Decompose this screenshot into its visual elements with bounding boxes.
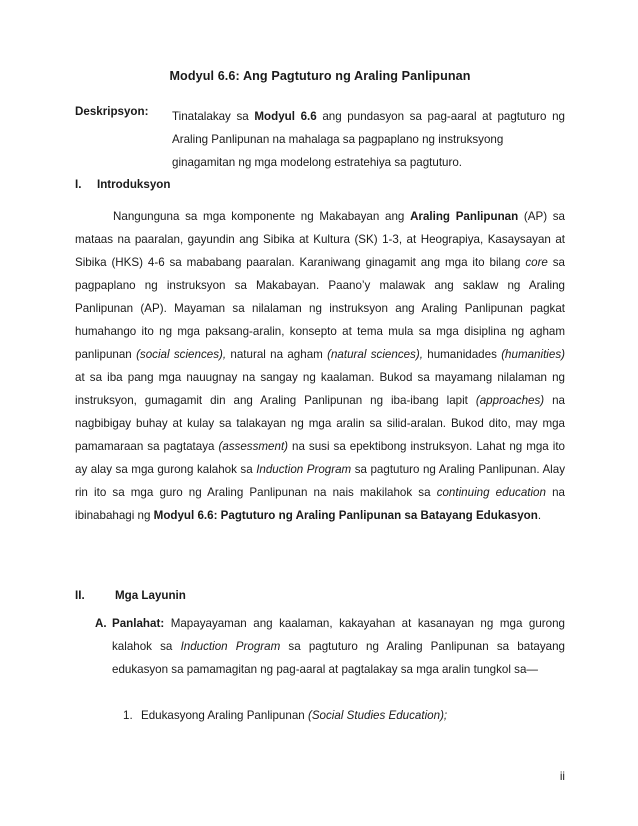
objective-a-body (112, 612, 565, 681)
objective-a-label: Panlahat: (112, 617, 165, 630)
description-line1-b: ang pundasyon sa pag-aaral at pagtuturo (316, 110, 547, 123)
list-item-text-main: Edukasyong Araling Panlipunan (141, 709, 308, 722)
section-two-number: II. (75, 589, 85, 602)
page-number: ii (559, 770, 565, 783)
objective-item-a (95, 612, 565, 681)
intro-italic-induction-program: Induction Program (256, 463, 352, 476)
intro-italic-core: core (525, 256, 548, 269)
description-body (172, 105, 565, 174)
intro-seg-7: na nagbibigay buhay at kulay sa talakayan ng mga aralin sa silid-aralan. Bukod dito, may mga pamamaraan sa pagtataya (75, 394, 565, 453)
page-title: Modyul 6.6: Ang Pagtuturo ng Araling Panlipunan (169, 69, 471, 83)
description-line1-a: Tinatalakay sa (172, 110, 255, 123)
description-label: Deskripsyon: (75, 105, 149, 118)
intro-seg-1: Nangunguna sa mga komponente ng Makabayan ang (113, 210, 411, 223)
objective-a-seg-1: Mapayayaman ang kaalaman, kakayahan at kasanayan ng mga gurong kalahok sa (112, 617, 565, 653)
objective-a-italic-induction-program: Induction Program (180, 640, 281, 653)
intro-italic-assessment: (assessment) (218, 440, 289, 453)
intro-seg-3: sa pagpaplano ng instruksyon sa Makabayan. Paano’y malawak ang saklaw ng Araling Panlipunan (AP). Mayaman sa nilalaman ng instruksyon ang Araling Panlipunan pagkat humahango ito ng mga paksang-aralin, konsepto at tema mula sa mga disiplina ng agham panlipunan (75, 256, 566, 361)
section-heading-mga-layunin (75, 589, 186, 602)
section-two-title: Mga Layunin (115, 589, 186, 602)
intro-seg-2: (AP) sa mataas na paaralan, gayundin ang Sibika at Kultura (SK) 1-3, at Heograpiya, Kasaysayan at Sibika (HKS) 4-6 sa mababang paaralan. Karaniwang ginagamit ang mga ito bilang (75, 210, 566, 269)
intro-seg-4: natural na agham (226, 348, 328, 361)
list-item (123, 704, 565, 727)
objective-a-marker: A. (95, 617, 107, 630)
intro-seg-10: na ibinabahagi ng (75, 486, 565, 522)
intro-italic-continuing-education: continuing education (436, 486, 546, 499)
intro-seg-6: at sa iba pang mga nauugnay na sangay ng kaalaman. Bukod sa mayamang nilalaman ng instruksyon, gumagamit din ang Araling Panlipunan ng iba-ibang lapit (75, 371, 565, 407)
intro-italic-approaches: (approaches) (475, 394, 545, 407)
description-line3: ginagamitan ng mga modelong estratehiya sa pagtuturo. (172, 156, 463, 169)
section-heading-introduksyon (75, 178, 170, 191)
section-one-number: I. (75, 178, 82, 191)
intro-bold-module-title: Modyul 6.6: Pagtuturo ng Araling Panlipunan sa Batayang Edukasyon (153, 509, 538, 522)
list-item-text (141, 704, 565, 727)
description-line2: ng Araling Panlipunan na mahalaga sa pagpaplano ng instruksyong (172, 110, 565, 146)
section-one-title: Introduksyon (97, 178, 171, 191)
list-item-marker: 1. (123, 709, 133, 722)
description-line1-bold: Modyul 6.6 (254, 110, 317, 123)
intro-italic-social-sciences: (social sciences), (136, 348, 227, 361)
introduction-paragraph (75, 205, 565, 527)
intro-seg-9: sa pagtuturo ng Araling Panlipunan. Alay rin ito sa mga guro ng Araling Panlipunan na nais makilahok sa (75, 463, 566, 499)
intro-italic-humanities: (humanities) (501, 348, 565, 361)
intro-seg-8: na susi sa epektibong instruksyon. Lahat ng mga ito ay alay sa mga gurong kalahok sa (75, 440, 565, 476)
intro-seg-5: humanidades (422, 348, 502, 361)
intro-bold-1: Araling Panlipunan (410, 210, 519, 223)
objective-a-seg-2: sa pagtuturo ng Araling Panlipunan sa batayang edukasyon sa pamamagitan ng pag-aaral at pagtalakay sa mga aralin tungkol sa— (112, 640, 565, 676)
list-item-text-italic: (Social Studies Education); (307, 709, 448, 722)
intro-italic-natural-sciences: (natural sciences), (327, 348, 423, 361)
intro-seg-11: . (537, 509, 542, 522)
description-block (75, 105, 565, 174)
